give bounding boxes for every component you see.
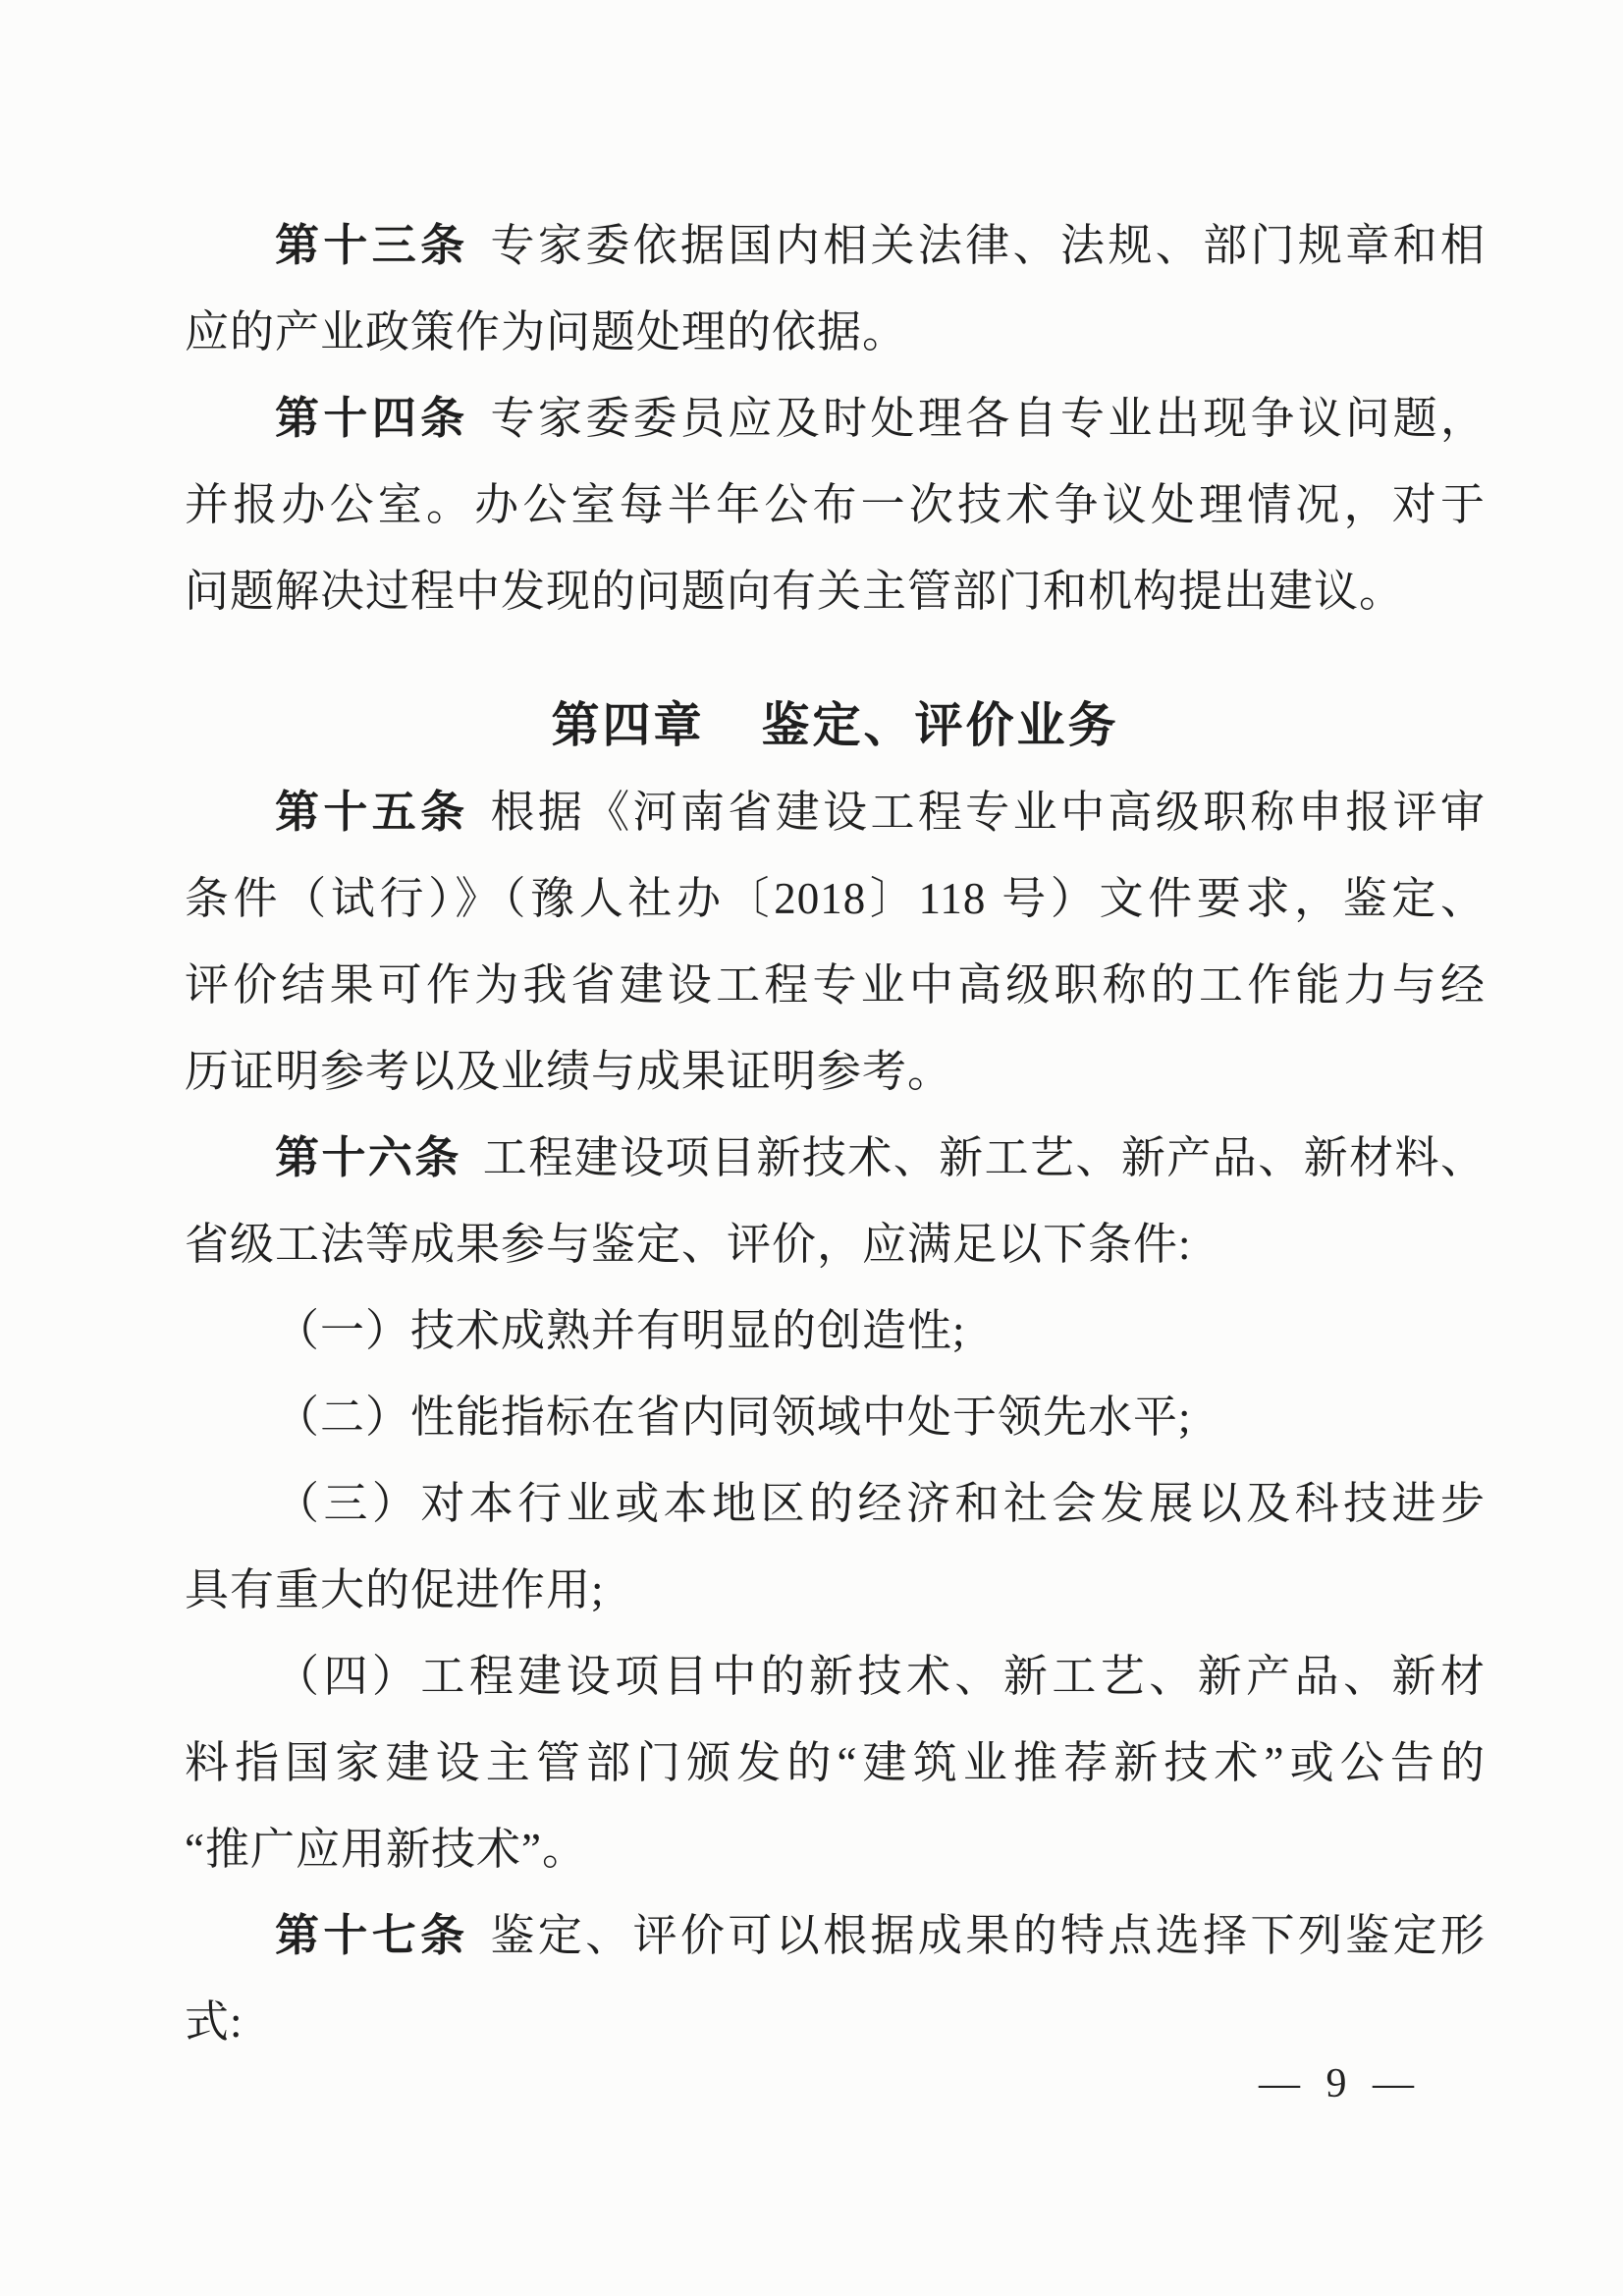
article-16-number: 第十六条 [275, 1132, 461, 1182]
article-16-line-2: 省级工法等成果参与鉴定、评价，应满足以下条件: [185, 1220, 1192, 1269]
article-17-number: 第十七条 [275, 1910, 469, 1960]
article-15-line-4: 历证明参考以及业绩与成果证明参考。 [185, 1047, 953, 1096]
article-13-number: 第十三条 [275, 220, 469, 270]
article-17-line-1 [185, 1892, 1486, 1979]
article-17-line-2: 式: [185, 1997, 243, 2047]
condition-item-3-line-1: （三）对本行业或本地区的经济和社会发展以及科技进步 [275, 1479, 1486, 1528]
article-15-line-1 [185, 769, 1486, 855]
condition-item-2-line-1: （二）性能指标在省内同领域中处于领先水平; [275, 1393, 1192, 1442]
article-17 [185, 1892, 1486, 2065]
article-13 [185, 202, 1486, 375]
article-13-text-1: 专家委依据国内相关法律、法规、部门规章和相 [490, 221, 1486, 270]
article-14 [185, 375, 1486, 634]
article-15-number: 第十五条 [275, 787, 469, 837]
chapter-title: 鉴定、评价业务 [761, 699, 1119, 752]
article-14-line-3: 问题解决过程中发现的问题向有关主管部门和机构提出建议。 [185, 567, 1405, 616]
article-13-line-2: 应的产业政策作为问题处理的依据。 [185, 307, 908, 356]
condition-item-4-line-2: 料指国家建设主管部门颁发的“建筑业推荐新技术”或公告的 [185, 1738, 1486, 1787]
document-body [185, 202, 1486, 2065]
condition-item-4-line-1: （四）工程建设项目中的新技术、新工艺、新产品、新材 [275, 1652, 1486, 1701]
chapter-number: 第四章 [551, 699, 705, 752]
article-13-line-1 [185, 202, 1486, 289]
article-14-text-1: 专家委委员应及时处理各自专业出现争议问题， [490, 394, 1486, 443]
article-16 [185, 1115, 1486, 1287]
article-15-line-3: 评价结果可作为我省建设工程专业中高级职称的工作能力与经 [185, 960, 1486, 1010]
article-15-text-1: 根据《河南省建设工程专业中高级职称申报评审 [490, 788, 1486, 837]
condition-item-1-line-1: （一）技术成熟并有明显的创造性; [275, 1306, 966, 1355]
condition-item-3 [185, 1460, 1486, 1633]
condition-item-4 [185, 1633, 1486, 1892]
article-15-line-2: 条件（试行）》（豫人社办〔2018〕118 号）文件要求，鉴定、 [185, 874, 1486, 923]
condition-item-3-line-2: 具有重大的促进作用; [185, 1565, 605, 1614]
article-14-number: 第十四条 [275, 393, 469, 443]
article-16-line-1 [185, 1115, 1486, 1201]
article-14-line-2: 并报办公室。办公室每半年公布一次技术争议处理情况，对于 [185, 480, 1486, 529]
condition-item-1 [185, 1287, 1486, 1374]
article-16-text-1: 工程建设项目新技术、新工艺、新产品、新材料、 [482, 1133, 1486, 1182]
condition-item-4-line-3: “推广应用新技术”。 [185, 1825, 587, 1874]
chapter-heading [185, 683, 1486, 769]
condition-item-2 [185, 1374, 1486, 1460]
article-17-text-1: 鉴定、评价可以根据成果的特点选择下列鉴定形 [490, 1911, 1486, 1960]
page-number: — 9 — [1259, 2061, 1422, 2106]
article-15 [185, 769, 1486, 1115]
article-14-line-1 [185, 375, 1486, 462]
